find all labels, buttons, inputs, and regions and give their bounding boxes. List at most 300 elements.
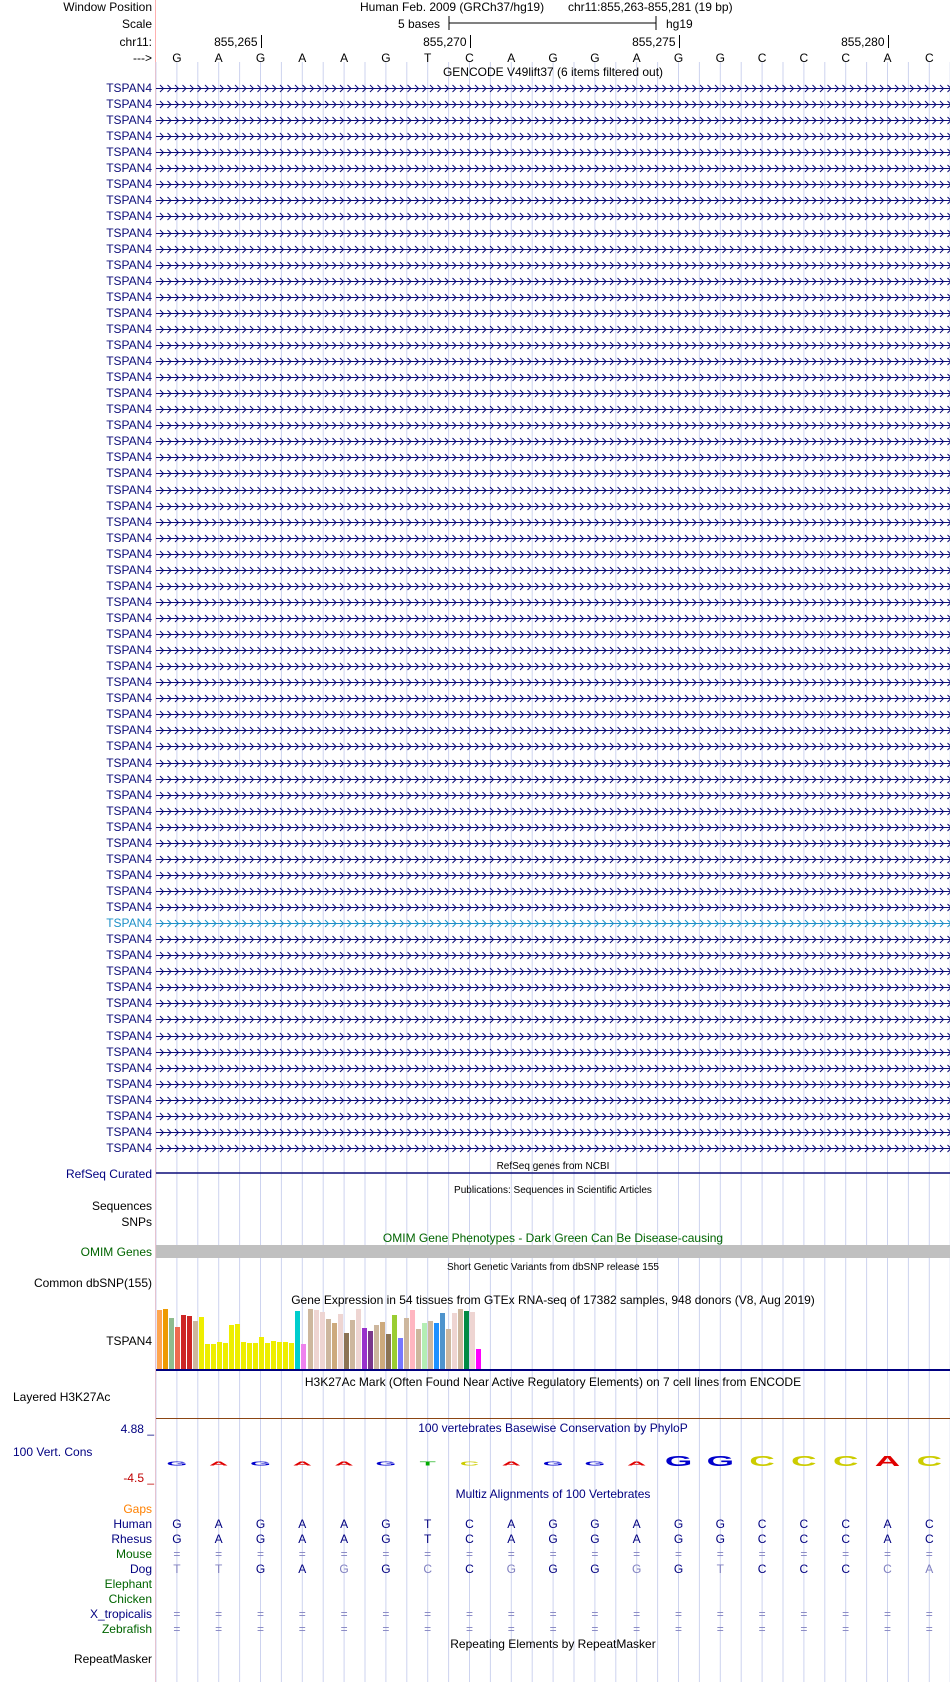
multiz-aligned-base: =: [758, 1547, 766, 1561]
gencode-transcript-line[interactable]: [156, 373, 950, 382]
gencode-transcript-label[interactable]: TSPAN4: [106, 932, 152, 947]
dbsnp-track-label[interactable]: Common dbSNP(155): [33, 1276, 152, 1290]
gtex-tissue-bar[interactable]: [181, 1315, 186, 1369]
multiz-aligned-base: =: [758, 1622, 766, 1636]
gencode-transcript-line[interactable]: [156, 325, 950, 334]
gencode-transcript-line[interactable]: [156, 742, 950, 751]
gencode-transcript-label[interactable]: TSPAN4: [106, 948, 152, 963]
multiz-aligned-base: =: [507, 1547, 515, 1561]
gencode-transcript-line[interactable]: [156, 839, 950, 848]
gencode-transcript-label[interactable]: TSPAN4: [106, 996, 152, 1011]
gencode-transcript-label[interactable]: TSPAN4: [106, 450, 152, 465]
gencode-transcript-label[interactable]: TSPAN4: [106, 819, 152, 834]
gtex-tissue-bar[interactable]: [368, 1331, 373, 1369]
gtex-tissue-bar[interactable]: [320, 1312, 325, 1369]
gtex-tissue-bar[interactable]: [404, 1318, 409, 1369]
reference-base: C: [799, 51, 809, 65]
gencode-transcript-line[interactable]: [156, 261, 950, 270]
multiz-aligned-base: =: [633, 1547, 641, 1561]
gtex-tissue-bar[interactable]: [193, 1321, 198, 1369]
gencode-transcript-label[interactable]: TSPAN4: [106, 257, 152, 272]
multiz-aligned-base: C: [423, 1562, 433, 1576]
multiz-species-label[interactable]: Rhesus: [111, 1532, 152, 1546]
refseq-track-label[interactable]: RefSeq Curated: [65, 1167, 152, 1181]
gtex-tissue-bar[interactable]: [289, 1343, 294, 1369]
gencode-transcript-label[interactable]: TSPAN4: [106, 482, 152, 497]
multiz-aligned-base: G: [548, 1517, 558, 1531]
gtex-tissue-bar[interactable]: [187, 1316, 192, 1369]
reference-base: C: [841, 51, 851, 65]
gencode-transcript-label[interactable]: TSPAN4: [106, 594, 152, 609]
multiz-aligned-base: =: [591, 1607, 599, 1621]
gencode-transcript-label[interactable]: TSPAN4: [106, 691, 152, 706]
gtex-tissue-bar[interactable]: [374, 1325, 379, 1369]
reference-base: G: [715, 51, 725, 65]
gencode-transcript-label[interactable]: TSPAN4: [106, 498, 152, 513]
gtex-tissue-bar[interactable]: [338, 1314, 343, 1369]
gencode-transcript-label[interactable]: TSPAN4: [106, 835, 152, 850]
gtex-tissue-bar[interactable]: [476, 1349, 481, 1369]
multiz-aligned-base: C: [841, 1517, 851, 1531]
gencode-transcript-label[interactable]: TSPAN4: [106, 771, 152, 786]
omim-track-label[interactable]: OMIM Genes: [80, 1245, 152, 1259]
gencode-transcript-line[interactable]: [156, 823, 950, 832]
gencode-transcript-label[interactable]: TSPAN4: [106, 1140, 152, 1155]
gencode-transcript-label[interactable]: TSPAN4: [106, 1092, 152, 1107]
phylop-base-glyph: C: [832, 1453, 859, 1470]
gencode-transcript-line[interactable]: [156, 951, 950, 960]
gencode-transcript-line[interactable]: [156, 582, 950, 591]
multiz-aligned-base: C: [757, 1517, 767, 1531]
gencode-transcript-line[interactable]: [156, 453, 950, 462]
gtex-tissue-bar[interactable]: [157, 1310, 162, 1369]
gencode-transcript-line[interactable]: [156, 662, 950, 671]
gencode-transcript-line[interactable]: [156, 1015, 950, 1024]
gencode-transcript-label[interactable]: TSPAN4: [106, 466, 152, 481]
gtex-tissue-bar[interactable]: [247, 1343, 252, 1369]
publications-snps-label[interactable]: SNPs: [121, 1215, 152, 1229]
gencode-transcript-line[interactable]: [156, 630, 950, 639]
gtex-tissue-bar[interactable]: [398, 1338, 403, 1369]
gtex-tissue-bar[interactable]: [422, 1323, 427, 1369]
gencode-transcript-line[interactable]: [156, 1080, 950, 1089]
gencode-transcript-label[interactable]: TSPAN4: [106, 578, 152, 593]
gencode-transcript-line[interactable]: [156, 550, 950, 559]
reference-base: T: [424, 51, 432, 65]
gencode-transcript-line[interactable]: [156, 1096, 950, 1105]
gencode-transcript-label[interactable]: TSPAN4: [106, 402, 152, 417]
multiz-aligned-base: A: [214, 1517, 223, 1531]
reference-base: A: [507, 51, 516, 65]
phylop-base-glyph: A: [209, 1461, 229, 1467]
gencode-transcript-line[interactable]: [156, 469, 950, 478]
multiz-species-label[interactable]: Elephant: [104, 1577, 152, 1591]
gtex-tissue-bar[interactable]: [211, 1344, 216, 1369]
multiz-species-label[interactable]: Dog: [129, 1562, 152, 1576]
multiz-aligned-base: =: [215, 1607, 223, 1621]
multiz-aligned-base: =: [424, 1547, 432, 1561]
reference-base: C: [757, 51, 767, 65]
position-readout: chr11:855,263-855,281 (19 bp): [568, 0, 733, 14]
multiz-aligned-base: =: [842, 1547, 850, 1561]
gtex-tissue-bar[interactable]: [314, 1310, 319, 1369]
multiz-aligned-base: G: [715, 1517, 725, 1531]
gtex-tissue-bar[interactable]: [434, 1323, 439, 1369]
ruler-tick: [888, 35, 889, 48]
gtex-tissue-bar[interactable]: [283, 1342, 288, 1369]
gencode-transcript-label[interactable]: TSPAN4: [106, 354, 152, 369]
multiz-aligned-base: T: [424, 1532, 432, 1546]
gencode-transcript-line[interactable]: [156, 999, 950, 1008]
repeatmasker-track-label[interactable]: RepeatMasker: [73, 1652, 152, 1666]
gencode-transcript-line[interactable]: [156, 1128, 950, 1137]
gencode-transcript-line[interactable]: [156, 164, 950, 173]
multiz-species-label[interactable]: Zebrafish: [101, 1622, 152, 1636]
gencode-transcript-line[interactable]: [156, 807, 950, 816]
reference-base: G: [381, 51, 391, 65]
gencode-transcript-label[interactable]: TSPAN4: [106, 675, 152, 690]
gtex-tissue-bar[interactable]: [223, 1343, 228, 1369]
multiz-aligned-base: =: [256, 1547, 264, 1561]
gencode-transcript-line[interactable]: [156, 710, 950, 719]
gtex-tissue-bar[interactable]: [410, 1310, 415, 1369]
multiz-aligned-base: C: [465, 1517, 474, 1531]
gencode-transcript-label[interactable]: TSPAN4: [106, 562, 152, 577]
ruler-tick-label: 855,275: [632, 35, 676, 49]
gtex-tissue-bar[interactable]: [416, 1329, 421, 1369]
gencode-transcript-label[interactable]: TSPAN4: [106, 851, 152, 866]
gtex-tissue-bar[interactable]: [295, 1311, 300, 1369]
gencode-transcript-label[interactable]: TSPAN4: [106, 643, 152, 658]
gencode-transcript-line[interactable]: [156, 726, 950, 735]
gencode-transcript-label[interactable]: TSPAN4: [106, 305, 152, 320]
gencode-transcript-label[interactable]: TSPAN4: [106, 161, 152, 176]
gencode-transcript-label[interactable]: TSPAN4: [106, 129, 152, 144]
multiz-species-label[interactable]: Human: [113, 1517, 152, 1531]
gencode-transcript-line[interactable]: [156, 534, 950, 543]
gencode-transcript-line[interactable]: [156, 148, 950, 157]
gtex-tissue-bar[interactable]: [163, 1309, 168, 1369]
gencode-transcript-label[interactable]: TSPAN4: [106, 514, 152, 529]
gencode-transcript-line[interactable]: [156, 100, 950, 109]
gencode-transcript-line[interactable]: [156, 1032, 950, 1041]
gencode-transcript-line[interactable]: [156, 903, 950, 912]
gencode-transcript-line[interactable]: [156, 694, 950, 703]
gencode-transcript-label[interactable]: TSPAN4: [106, 225, 152, 240]
multiz-aligned-base: G: [673, 1532, 684, 1546]
gencode-transcript-label[interactable]: TSPAN4: [106, 241, 152, 256]
gencode-transcript-label[interactable]: TSPAN4: [106, 1076, 152, 1091]
gencode-transcript-label[interactable]: TSPAN4: [106, 321, 152, 336]
gencode-transcript-line[interactable]: [156, 421, 950, 430]
gencode-transcript-label[interactable]: TSPAN4: [106, 289, 152, 304]
gtex-tissue-bar[interactable]: [392, 1315, 397, 1369]
gencode-transcript-label[interactable]: TSPAN4: [106, 530, 152, 545]
gencode-transcript-line[interactable]: [156, 983, 950, 992]
multiz-aligned-base: G: [339, 1562, 349, 1576]
gencode-transcript-line[interactable]: [156, 775, 950, 784]
gencode-transcript-label[interactable]: TSPAN4: [106, 739, 152, 754]
gencode-transcript-line[interactable]: [156, 1064, 950, 1073]
gencode-transcript-line[interactable]: [156, 437, 950, 446]
gencode-transcript-line[interactable]: [156, 855, 950, 864]
gencode-transcript-label[interactable]: TSPAN4: [106, 386, 152, 401]
phylop-logo[interactable]: [156, 1446, 950, 1482]
gencode-transcript-line[interactable]: [156, 1144, 950, 1153]
gencode-transcript-line[interactable]: [156, 229, 950, 238]
multiz-aligned-base: A: [632, 1532, 641, 1546]
gencode-transcript-line[interactable]: [156, 1112, 950, 1121]
gencode-transcript-label[interactable]: TSPAN4: [106, 1012, 152, 1027]
gencode-transcript-label[interactable]: TSPAN4: [106, 1028, 152, 1043]
multiz-aligned-base: T: [173, 1562, 181, 1576]
gencode-transcript-label[interactable]: TSPAN4: [106, 546, 152, 561]
gencode-transcript-label[interactable]: TSPAN4: [106, 867, 152, 882]
gencode-transcript-label[interactable]: TSPAN4: [106, 113, 152, 128]
phylop-base-glyph: G: [250, 1461, 271, 1467]
multiz-aligned-base: C: [799, 1562, 809, 1576]
gencode-transcript-line[interactable]: [156, 614, 950, 623]
gencode-transcript-line[interactable]: [156, 919, 950, 928]
multiz-aligned-base: =: [591, 1547, 599, 1561]
gencode-transcript-line[interactable]: [156, 935, 950, 944]
gtex-tissue-bar[interactable]: [464, 1311, 469, 1369]
gtex-tissue-bar[interactable]: [458, 1309, 463, 1369]
gencode-transcript-label[interactable]: TSPAN4: [106, 145, 152, 160]
phylop-base-glyph: A: [627, 1461, 647, 1467]
refseq-gene-line[interactable]: [156, 1171, 950, 1175]
gtex-tissue-bar[interactable]: [205, 1344, 210, 1369]
gtex-tissue-bar[interactable]: [350, 1320, 355, 1369]
gtex-tissue-bar[interactable]: [470, 1312, 475, 1369]
multiz-aligned-base: G: [255, 1562, 266, 1576]
gencode-transcript-line[interactable]: [156, 502, 950, 511]
gencode-transcript-label[interactable]: TSPAN4: [106, 1124, 152, 1139]
gencode-transcript-line[interactable]: [156, 132, 950, 141]
gencode-transcript-line[interactable]: [156, 389, 950, 398]
phylop-base-glyph: C: [459, 1461, 480, 1467]
gencode-transcript-label[interactable]: TSPAN4: [106, 803, 152, 818]
ruler-tick-label: 855,265: [214, 35, 258, 49]
gtex-tissue-bar[interactable]: [362, 1328, 367, 1369]
multiz-aligned-base: C: [841, 1532, 851, 1546]
gtex-track-label[interactable]: TSPAN4: [106, 1334, 152, 1348]
gtex-tissue-bar[interactable]: [229, 1325, 234, 1369]
multiz-aligned-base: =: [591, 1622, 599, 1636]
multiz-aligned-base: G: [632, 1562, 642, 1576]
gtex-tissue-bar[interactable]: [332, 1323, 337, 1369]
multiz-aligned-base: =: [382, 1607, 390, 1621]
multiz-aligned-base: =: [925, 1607, 933, 1621]
gencode-transcript-label[interactable]: TSPAN4: [106, 707, 152, 722]
gencode-transcript-line[interactable]: [156, 405, 950, 414]
gencode-transcript-line[interactable]: [156, 309, 950, 318]
gencode-transcript-line[interactable]: [156, 486, 950, 495]
gencode-transcript-line[interactable]: [156, 212, 950, 221]
publications-sequences-label[interactable]: Sequences: [91, 1199, 152, 1213]
h3k27ac-track-label[interactable]: Layered H3K27Ac: [13, 1390, 111, 1404]
multiz-aligned-base: A: [298, 1562, 307, 1576]
multiz-aligned-base: G: [172, 1532, 182, 1546]
gencode-transcript-line[interactable]: [156, 646, 950, 655]
gtex-tissue-bar[interactable]: [446, 1329, 451, 1369]
multiz-aligned-base: C: [465, 1532, 474, 1546]
phylop-base-glyph: G: [664, 1453, 693, 1470]
multiz-aligned-base: G: [590, 1532, 600, 1546]
gencode-transcript-label[interactable]: TSPAN4: [106, 177, 152, 192]
multiz-aligned-base: C: [465, 1562, 474, 1576]
phylop-base-glyph: G: [706, 1453, 734, 1470]
reference-base: A: [298, 51, 307, 65]
gencode-transcript-label[interactable]: TSPAN4: [106, 964, 152, 979]
gencode-transcript-line[interactable]: [156, 196, 950, 205]
gtex-tissue-bar[interactable]: [253, 1343, 258, 1369]
multiz-aligned-base: =: [758, 1607, 766, 1621]
multiz-aligned-base: =: [215, 1547, 223, 1561]
gencode-transcript-label[interactable]: TSPAN4: [106, 193, 152, 208]
gencode-transcript-label[interactable]: TSPAN4: [106, 337, 152, 352]
gtex-tissue-bar[interactable]: [241, 1342, 246, 1369]
gencode-transcript-label[interactable]: TSPAN4: [106, 755, 152, 770]
gencode-transcript-line[interactable]: [156, 887, 950, 896]
strand-label: --->: [133, 51, 152, 65]
gtex-tissue-bar[interactable]: [344, 1333, 349, 1369]
gencode-transcript-label[interactable]: TSPAN4: [106, 209, 152, 224]
gencode-transcript-label[interactable]: TSPAN4: [106, 980, 152, 995]
gtex-tissue-bar[interactable]: [235, 1324, 240, 1369]
multiz-aligned-base: A: [298, 1517, 307, 1531]
multiz-aligned-base: G: [673, 1517, 684, 1531]
reference-base: C: [465, 51, 474, 65]
gencode-transcript-line[interactable]: [156, 871, 950, 880]
gencode-transcript-line[interactable]: [156, 518, 950, 527]
gencode-transcript-line[interactable]: [156, 791, 950, 800]
multiz-species-label[interactable]: X_tropicalis: [89, 1607, 152, 1621]
gencode-transcript-label[interactable]: TSPAN4: [106, 418, 152, 433]
gencode-transcript-label[interactable]: TSPAN4: [106, 723, 152, 738]
multiz-aligned-base: =: [298, 1547, 306, 1561]
phylop-base-glyph: C: [791, 1453, 817, 1470]
gencode-transcript-line[interactable]: [156, 1048, 950, 1057]
multiz-aligned-base: =: [674, 1607, 682, 1621]
gtex-tissue-bar[interactable]: [199, 1317, 204, 1369]
phylop-track-label[interactable]: 100 Vert. Cons: [13, 1445, 93, 1459]
multiz-aligned-base: G: [172, 1517, 182, 1531]
multiz-aligned-base: C: [799, 1517, 809, 1531]
multiz-aligned-base: =: [173, 1607, 181, 1621]
gencode-transcript-line[interactable]: [156, 357, 950, 366]
gencode-transcript-label[interactable]: TSPAN4: [106, 1108, 152, 1123]
gencode-transcript-line[interactable]: [156, 967, 950, 976]
multiz-aligned-base: =: [883, 1547, 891, 1561]
gencode-transcript-line[interactable]: [156, 598, 950, 607]
gtex-tissue-bar[interactable]: [440, 1313, 445, 1369]
gencode-transcript-label[interactable]: TSPAN4: [106, 273, 152, 288]
omim-gene-bar[interactable]: [156, 1245, 950, 1258]
multiz-species-label[interactable]: Chicken: [108, 1592, 152, 1606]
multiz-aligned-base: =: [465, 1547, 473, 1561]
gtex-tissue-bar[interactable]: [326, 1319, 331, 1369]
scale-text: 5 bases: [398, 17, 441, 31]
multiz-aligned-base: =: [842, 1607, 850, 1621]
gtex-tissue-bar[interactable]: [380, 1322, 385, 1369]
gencode-transcript-line[interactable]: [156, 566, 950, 575]
gencode-transcript-label[interactable]: TSPAN4: [106, 370, 152, 385]
multiz-aligned-base: A: [340, 1517, 349, 1531]
multiz-aligned-base: =: [507, 1622, 515, 1636]
multiz-aligned-base: A: [883, 1532, 892, 1546]
multiz-aligned-base: =: [633, 1607, 641, 1621]
gencode-transcript-label[interactable]: TSPAN4: [106, 434, 152, 449]
gencode-transcript-label[interactable]: TSPAN4: [106, 884, 152, 898]
gtex-tissue-bar[interactable]: [259, 1337, 264, 1369]
phylop-base-glyph: C: [916, 1453, 943, 1470]
phylop-base-glyph: C: [749, 1453, 775, 1470]
gencode-track-title: GENCODE V49lift37 (6 items filtered out): [442, 65, 664, 79]
gencode-transcript-line[interactable]: [156, 277, 950, 286]
gencode-transcript-line[interactable]: [156, 293, 950, 302]
gencode-transcript-line[interactable]: [156, 759, 950, 768]
gencode-transcript-line[interactable]: [156, 678, 950, 687]
multiz-aligned-base: G: [255, 1532, 266, 1546]
ruler-tick-label: 855,270: [423, 35, 467, 49]
gencode-transcript-label[interactable]: TSPAN4: [106, 787, 152, 802]
gtex-tissue-bar[interactable]: [175, 1327, 180, 1369]
omim-track-title: OMIM Gene Phenotypes - Dark Green Can Be Disease-causing: [382, 1231, 724, 1245]
multiz-aligned-base: A: [507, 1517, 516, 1531]
gencode-transcript-label[interactable]: TSPAN4: [106, 610, 152, 625]
gtex-tissue-bar[interactable]: [356, 1309, 361, 1369]
multiz-aligned-base: =: [382, 1547, 390, 1561]
gtex-tissue-bar[interactable]: [301, 1344, 306, 1369]
gencode-transcript-line[interactable]: [156, 84, 950, 93]
gencode-transcript-label[interactable]: TSPAN4: [106, 1044, 152, 1059]
gencode-transcript-line[interactable]: [156, 180, 950, 189]
gencode-transcript-line[interactable]: [156, 341, 950, 350]
reference-base: G: [172, 51, 182, 65]
gtex-tissue-bar[interactable]: [428, 1321, 433, 1369]
multiz-aligned-base: A: [507, 1532, 516, 1546]
multiz-aligned-base: A: [214, 1532, 223, 1546]
multiz-species-label[interactable]: Mouse: [115, 1547, 152, 1561]
gtex-tissue-bar[interactable]: [386, 1334, 391, 1369]
multiz-aligned-base: G: [381, 1532, 391, 1546]
gtex-tissue-bar[interactable]: [277, 1342, 282, 1369]
multiz-aligned-base: =: [716, 1607, 724, 1621]
gencode-transcript-label[interactable]: TSPAN4: [106, 900, 152, 915]
gtex-tissue-bar[interactable]: [169, 1318, 174, 1369]
gencode-transcript-label[interactable]: TSPAN4: [106, 1060, 152, 1075]
gencode-transcript-line[interactable]: [156, 245, 950, 254]
multiz-gaps-label[interactable]: Gaps: [123, 1502, 152, 1516]
multiz-aligned-base: C: [924, 1517, 934, 1531]
multiz-aligned-base: =: [716, 1547, 724, 1561]
gencode-transcript-line[interactable]: [156, 116, 950, 125]
multiz-aligned-base: =: [340, 1547, 348, 1561]
gtex-tissue-bar[interactable]: [217, 1342, 222, 1369]
gencode-transcript-label[interactable]: TSPAN4: [106, 81, 152, 95]
gencode-transcript-label[interactable]: TSPAN4: [106, 659, 152, 674]
multiz-aligned-base: T: [215, 1562, 223, 1576]
gencode-transcript-label[interactable]: TSPAN4: [106, 916, 152, 931]
gtex-tissue-bar[interactable]: [452, 1313, 457, 1369]
gtex-tissue-bar[interactable]: [265, 1343, 270, 1369]
gtex-tissue-bar[interactable]: [308, 1309, 313, 1369]
multiz-aligned-base: T: [424, 1517, 432, 1531]
gtex-tissue-bar[interactable]: [271, 1341, 276, 1369]
gencode-transcript-label[interactable]: TSPAN4: [106, 627, 152, 642]
gencode-transcript-label[interactable]: TSPAN4: [106, 97, 152, 112]
